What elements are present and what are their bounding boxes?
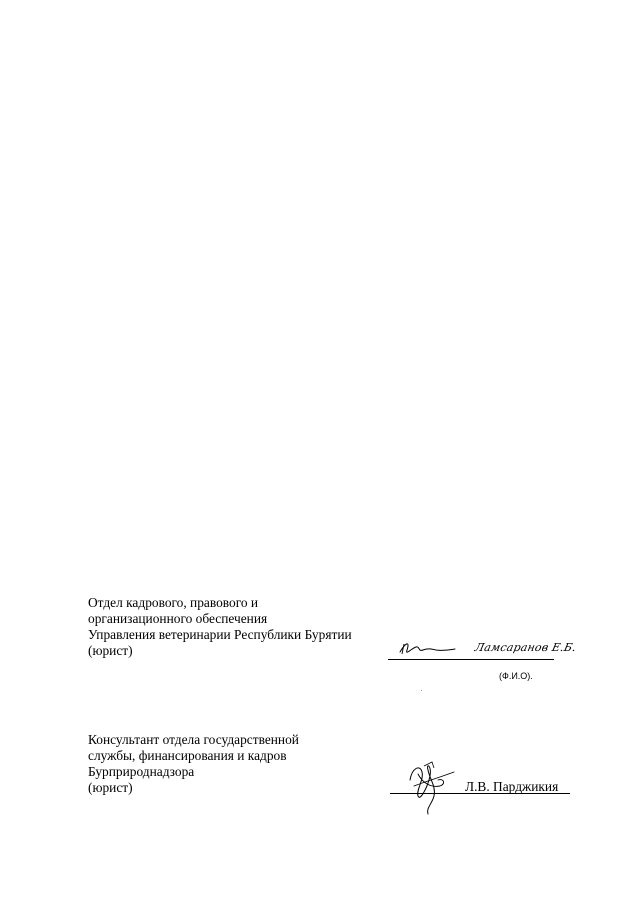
scan-speck [421, 690, 422, 691]
department-line: организационного обеспечения [88, 611, 268, 626]
signature-2-mark [404, 756, 464, 816]
fio-caption: (Ф.И.О). [499, 671, 533, 681]
department-line: Управления ветеринарии Республики Бурятии [88, 627, 352, 642]
department-line: Бурприроднадзора [88, 764, 195, 779]
signature-1-mark [398, 638, 458, 660]
signatory-1-handwritten-name: Ламсаранов Е.Б. [473, 641, 578, 654]
department-line: (юрист) [88, 780, 133, 795]
department-line: Отдел кадрового, правового и [88, 595, 259, 610]
signature-1-line [388, 659, 554, 660]
signatory-2-printed-name: Л.В. Парджикия [465, 779, 559, 794]
signatory-1-department [88, 595, 352, 659]
department-line: службы, финансирования и кадров [88, 748, 287, 763]
department-line: (юрист) [88, 643, 133, 658]
signatory-2-department [88, 732, 299, 796]
department-line: Консультант отдела государственной [88, 732, 299, 747]
